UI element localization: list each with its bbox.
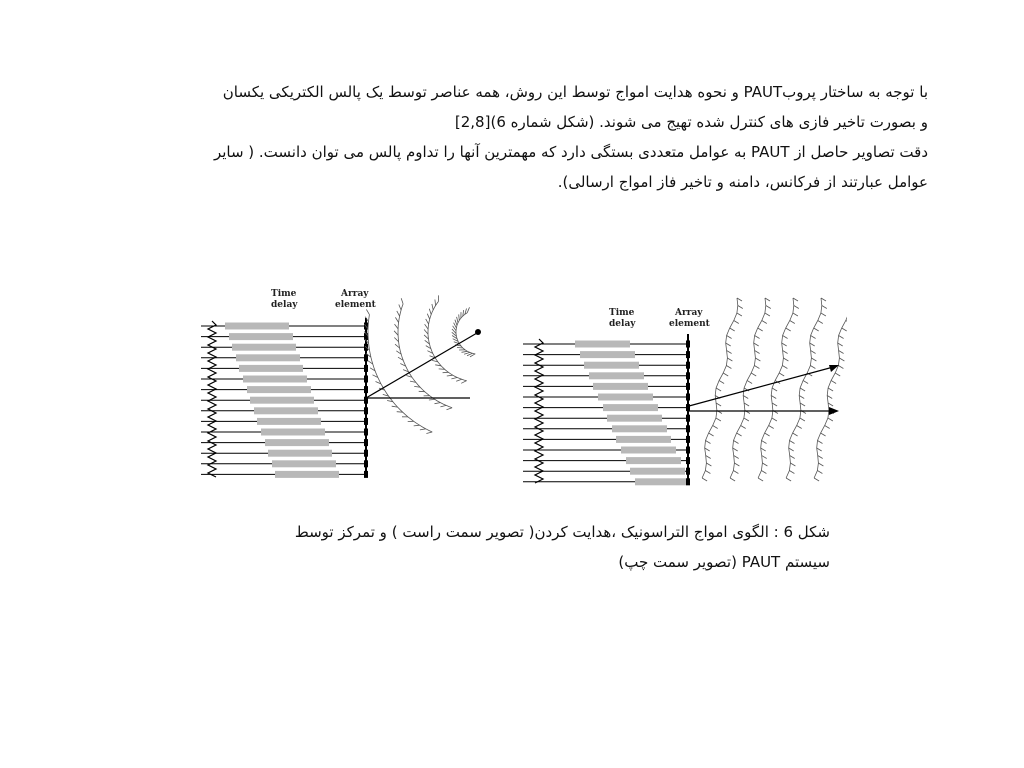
left-wavefront-hair	[399, 305, 401, 311]
right-wavefront-hair	[706, 441, 711, 444]
right-wavefront-hair	[825, 426, 830, 429]
right-wavefront-hair	[839, 358, 844, 361]
right-wavefront-hair	[730, 478, 735, 481]
right-wavefront-hair	[737, 298, 742, 301]
right-wavefront-hair	[803, 381, 808, 384]
right-wavefront-hair	[726, 343, 731, 346]
right-array-label-2: element	[669, 319, 710, 329]
right-wavefront-hair	[814, 478, 819, 481]
right-wavefront-hair	[737, 433, 742, 436]
right-wavefront-hair	[762, 441, 767, 444]
left-array-element	[364, 471, 368, 478]
left-wavefront-hair	[425, 324, 429, 329]
left-wavefront-hair	[455, 320, 457, 326]
right-steer-beam	[689, 366, 837, 406]
left-wavefront-hair	[435, 403, 441, 404]
left-wavefront-hair	[435, 300, 436, 306]
right-wavefront-hair	[839, 351, 844, 354]
left-wavefront-hair	[429, 309, 431, 315]
right-wavefront-hair	[744, 403, 749, 406]
left-wavefront-hair	[451, 378, 457, 379]
right-wavefront-hair	[831, 381, 836, 384]
left-wavefront-hair	[457, 317, 458, 323]
right-wavefront-hair	[727, 336, 732, 339]
right-wavefront-hair	[716, 418, 721, 421]
right-wavefront-hair	[733, 448, 738, 451]
right-wavefront-hair	[772, 403, 777, 406]
left-array-element	[364, 354, 368, 361]
left-wavefront-hair	[457, 348, 463, 349]
right-wavefront-hair	[800, 418, 805, 421]
right-wavefront-hair	[713, 426, 718, 429]
right-wavefront-hair	[727, 351, 732, 354]
right-wavefront	[786, 298, 822, 478]
right-array-element	[686, 468, 690, 475]
right-wavefront-hair	[755, 336, 760, 339]
right-wavefront-hair	[743, 396, 748, 399]
steering-diagram	[517, 278, 847, 488]
right-wavefront-hair	[811, 358, 816, 361]
right-wavefront-hair	[716, 403, 721, 406]
right-wavefront-hair	[737, 313, 742, 316]
right-time-label-1: Time	[609, 308, 635, 318]
right-wavefront-hair	[789, 471, 794, 474]
right-wavefront-hair	[828, 418, 833, 421]
right-wavefront	[758, 298, 794, 478]
right-wavefront-hair	[727, 358, 732, 361]
left-array-element	[364, 386, 368, 393]
left-wavefront-hair	[366, 309, 369, 314]
left-wavefront-hair	[426, 319, 429, 324]
left-delay-bar	[239, 365, 303, 372]
left-wavefront-hair	[456, 379, 462, 381]
right-delay-bar	[575, 341, 630, 348]
right-wavefront-hair	[786, 328, 791, 331]
right-wavefront-hair	[818, 456, 823, 459]
right-wavefront-hair	[761, 471, 766, 474]
right-wavefront-hair	[817, 471, 822, 474]
left-wavefront-hair	[397, 412, 403, 413]
right-array-element	[686, 341, 690, 348]
right-wavefront-hair	[790, 456, 795, 459]
right-wavefront-hair	[755, 358, 760, 361]
paragraph-line-2: و بصورت تاخیر فازی های کنترل شده تهیج می شوند. (شکل شماره 6)[2,8]	[454, 113, 928, 131]
right-wavefront-hair	[838, 343, 843, 346]
right-wavefront-hair	[765, 298, 770, 301]
right-wavefront-hair	[761, 448, 766, 451]
right-wavefront-hair	[769, 426, 774, 429]
right-wavefront-hair	[800, 388, 805, 391]
right-wavefront	[730, 298, 766, 478]
right-wavefront-hair	[839, 336, 844, 339]
right-array-element	[686, 478, 690, 485]
right-array-label-1: Array	[675, 308, 703, 318]
right-axis-arrow-head	[829, 407, 839, 415]
right-array-element	[686, 404, 690, 411]
right-wavefront-hair	[782, 343, 787, 346]
right-wavefronts	[702, 298, 847, 481]
right-wavefront-hair	[706, 463, 711, 466]
left-array-elements	[364, 323, 368, 478]
right-array-element	[686, 362, 690, 369]
right-delay-bar	[616, 436, 671, 443]
right-array-element	[686, 351, 690, 358]
right-wavefront-hair	[782, 366, 787, 369]
right-wavefront-hair	[800, 403, 805, 406]
right-wavefront-hair	[797, 426, 802, 429]
right-wavefront-hair	[821, 313, 826, 316]
right-wavefront-hair	[827, 396, 832, 399]
right-wavefront-hair	[821, 433, 826, 436]
left-wavefront-hair	[420, 429, 426, 430]
left-time-label-1: Time	[271, 289, 297, 299]
left-wavefront-hair	[397, 311, 400, 316]
right-wavefront-hair	[741, 426, 746, 429]
right-wavefront-hair	[734, 456, 739, 459]
right-wavefront-hair	[771, 396, 776, 399]
right-wavefront-hair	[705, 471, 710, 474]
right-array-element	[686, 447, 690, 454]
right-delay-bar	[635, 478, 690, 485]
right-wavefront-hair	[838, 366, 843, 369]
right-wavefront-hair	[738, 306, 743, 309]
figure-caption	[180, 517, 830, 577]
right-wavefront-hair	[821, 298, 826, 301]
left-delay-bar	[265, 439, 329, 446]
right-wavefront-hair	[818, 321, 823, 324]
right-delay-bar	[612, 425, 667, 432]
right-wavefront-hair	[814, 328, 819, 331]
right-wavefront-hair	[723, 373, 728, 376]
right-wavefront-hair	[828, 403, 833, 406]
right-wavefront-hair	[762, 456, 767, 459]
right-wavefront-hair	[818, 463, 823, 466]
right-wavefront-hair	[733, 471, 738, 474]
right-array-element	[686, 457, 690, 464]
left-array-label-1: Array	[341, 289, 369, 299]
left-array-element	[364, 439, 368, 446]
right-wavefront-hair	[726, 366, 731, 369]
right-delay-bars	[575, 341, 690, 486]
left-delay-bar	[272, 460, 336, 467]
right-wavefront-hair	[758, 328, 763, 331]
right-wavefront-hair	[719, 381, 724, 384]
right-wavefront-hair	[783, 336, 788, 339]
right-wavefront-hair	[783, 358, 788, 361]
right-wavefront-hair	[755, 351, 760, 354]
right-wavefront-hair	[783, 351, 788, 354]
left-wavefront-hair	[424, 330, 428, 335]
left-wavefront-hair	[461, 381, 466, 384]
right-wavefront-hair	[790, 321, 795, 324]
right-wavefront-hair	[810, 366, 815, 369]
right-zigzag	[535, 339, 543, 483]
right-wavefront-hair	[799, 396, 804, 399]
left-wavefront-hair	[467, 353, 473, 355]
right-wavefront-hair	[765, 433, 770, 436]
left-wavefront-hair	[447, 408, 453, 410]
left-wavefront	[368, 315, 432, 432]
left-array-element	[364, 429, 368, 436]
left-wavefront-hair	[432, 304, 433, 310]
right-wavefront-hair	[705, 448, 710, 451]
left-wavefronts	[364, 295, 475, 433]
left-wavefront	[398, 304, 452, 408]
left-wavefront-hair	[427, 314, 429, 320]
right-array-element	[686, 383, 690, 390]
caption-line-1: شکل 6 : الگوی امواج التراسونیک ،هدایت کردن( تصویر سمت راست ) و تمرکز توسط	[294, 523, 830, 541]
right-array-element	[686, 425, 690, 432]
left-delay-bar	[250, 397, 314, 404]
right-wavefront-hair	[772, 418, 777, 421]
left-wavefront-hair	[464, 352, 470, 354]
right-array-element	[686, 415, 690, 422]
left-delay-bar	[257, 418, 321, 425]
right-wavefront-hair	[828, 388, 833, 391]
left-delay-bar	[247, 386, 311, 393]
left-array-element	[364, 376, 368, 383]
paragraph-line-1: با توجه به ساختار پروبPAUT و نحوه هدایت امواج توسط این روش، همه عناصر توسط یک پالس الکتریکی یکسان	[222, 83, 928, 101]
right-wavefront-hair	[811, 351, 816, 354]
right-wavefront-hair	[793, 298, 798, 301]
right-wavefront-hair	[766, 306, 771, 309]
right-wavefront-hair	[734, 463, 739, 466]
right-wavefront-hair	[810, 343, 815, 346]
right-zigzag-column	[535, 339, 543, 483]
left-delay-bar	[229, 333, 293, 340]
right-wavefront-hair	[779, 373, 784, 376]
right-wavefront-hair	[822, 306, 827, 309]
left-delay-bar	[236, 354, 300, 361]
right-wavefront-hair	[734, 441, 739, 444]
left-wavefront-hair	[395, 317, 398, 322]
right-wavefront-hair	[811, 336, 816, 339]
right-wavefront-hair	[765, 313, 770, 316]
right-wavefront-hair	[762, 321, 767, 324]
left-wavefront-hair	[429, 399, 435, 400]
left-array-element	[364, 418, 368, 425]
right-wavefront-hair	[702, 478, 707, 481]
right-delay-bar	[621, 447, 676, 454]
right-time-label-2: delay	[609, 319, 636, 329]
right-wavefront-hair	[835, 373, 840, 376]
left-delay-bar	[225, 323, 289, 330]
right-delay-bar	[584, 362, 639, 369]
right-wavefront-hair	[747, 381, 752, 384]
left-wavefront-hair	[440, 405, 446, 407]
focusing-diagram	[185, 278, 515, 488]
left-array-element	[364, 460, 368, 467]
right-wavefront-hair	[818, 441, 823, 444]
right-wavefront-hair	[762, 463, 767, 466]
left-delay-bar	[261, 429, 325, 436]
right-wavefront-hair	[817, 448, 822, 451]
right-wavefront-hair	[790, 441, 795, 444]
left-delay-bar	[275, 471, 339, 478]
right-wavefront-hair	[793, 313, 798, 316]
right-wavefront-hair	[786, 478, 791, 481]
right-delay-bar	[598, 394, 653, 401]
right-wavefront-hair	[744, 418, 749, 421]
right-wavefront-hair	[754, 343, 759, 346]
right-delay-bar	[607, 415, 662, 422]
left-wavefront-hair	[394, 331, 398, 336]
left-array-element	[364, 407, 368, 414]
right-wavefront	[814, 298, 847, 478]
right-delay-bar	[630, 468, 685, 475]
paragraph-line-3: دقت تصاویر حاصل از PAUT به عوامل متعددی بستگی دارد که مهمترین آنها را تداوم پالس می توان دانست. ( سایر	[213, 143, 928, 161]
left-array-element	[364, 450, 368, 457]
focal-point	[475, 329, 481, 335]
right-wavefront-hair	[709, 433, 714, 436]
left-wavefront-hair	[462, 351, 468, 352]
right-wavefront-hair	[730, 328, 735, 331]
left-time-label-2: delay	[271, 300, 298, 310]
right-delay-bar	[589, 372, 644, 379]
right-array-element	[686, 436, 690, 443]
left-delay-bar	[268, 450, 332, 457]
right-wavefront-hair	[794, 306, 799, 309]
caption-line-2: سیستم PAUT (تصویر سمت چپ)	[618, 553, 830, 571]
right-wavefront-hair	[758, 478, 763, 481]
left-wavefront-hair	[401, 298, 403, 304]
right-array-element	[686, 394, 690, 401]
left-wavefront-hair	[467, 307, 469, 313]
right-wavefront-hair	[754, 366, 759, 369]
right-delay-bar	[580, 351, 635, 358]
left-wavefront-hair	[414, 425, 420, 426]
left-delay-bar	[232, 344, 296, 351]
right-wavefront-hair	[772, 388, 777, 391]
left-wavefront-hair	[426, 432, 432, 434]
left-wavefront-hair	[459, 314, 460, 320]
left-array-label-2: element	[335, 300, 376, 310]
right-wavefront-hair	[706, 456, 711, 459]
right-wavefront-hair	[790, 463, 795, 466]
left-array-element	[364, 365, 368, 372]
right-wavefront-hair	[842, 328, 847, 331]
left-wavefront-hair	[395, 324, 399, 329]
left-wavefront-hair	[447, 375, 453, 376]
right-wavefront-hair	[793, 433, 798, 436]
left-delay-bar	[254, 407, 318, 414]
right-wavefront-hair	[716, 388, 721, 391]
paragraph-line-4: عوامل عبارتند از فرکانس، دامنه و تاخیر فاز امواج ارسالی).	[557, 173, 928, 191]
right-delay-bar	[626, 457, 681, 464]
right-wavefront-hair	[734, 321, 739, 324]
body-paragraph	[88, 77, 928, 197]
right-delay-bar	[593, 383, 648, 390]
right-array-element	[686, 372, 690, 379]
right-delay-bar	[603, 404, 658, 411]
left-delay-bar	[243, 376, 307, 383]
paut-figure	[185, 278, 847, 488]
right-wavefront-hair	[751, 373, 756, 376]
right-wavefront-hair	[789, 448, 794, 451]
